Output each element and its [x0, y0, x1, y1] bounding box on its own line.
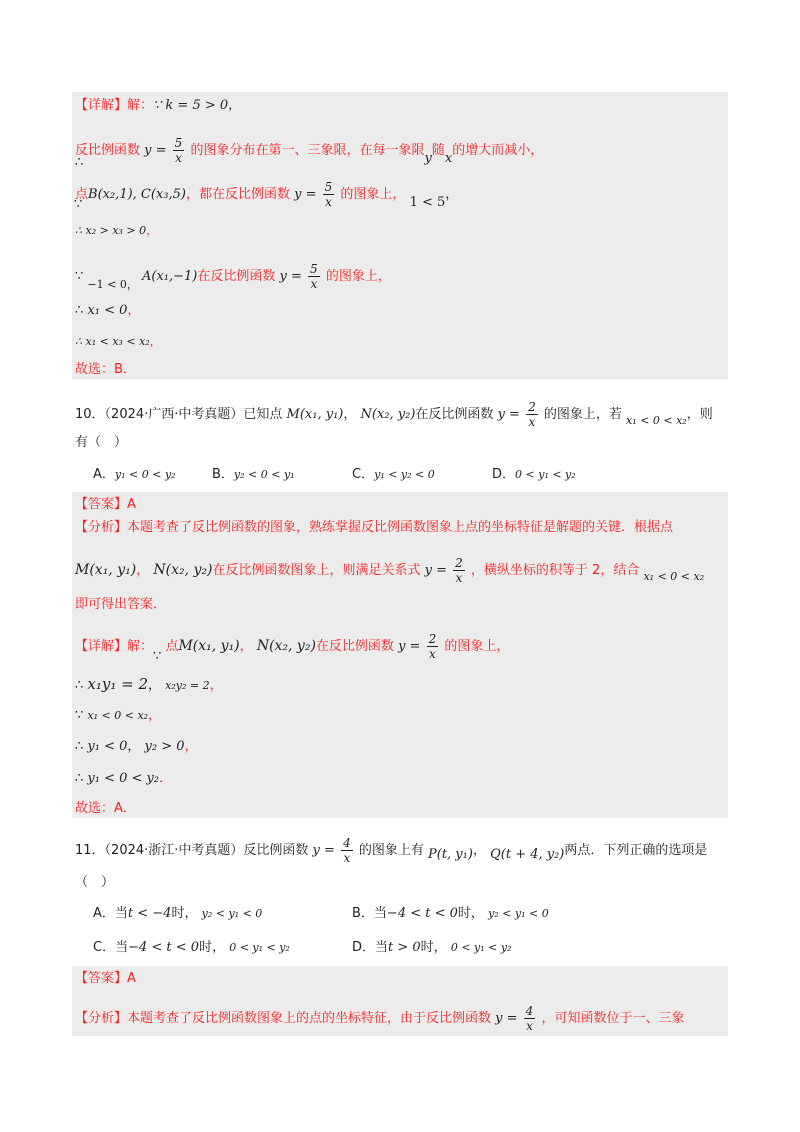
therefore-symbol: ∴ [75, 155, 84, 170]
s1-line-6: ∴ x₁ < 0， [75, 303, 141, 318]
q11-option-a[interactable]: A．当t < −4时， y₂ < y₁ < 0 [93, 906, 263, 921]
q10-detail-line-4: ∴ y₁ < 0， y₂ > 0， [75, 739, 198, 754]
q11-stem-line-1: 11．（2024·浙江·中考真题）反比例函数 y = $\frac{4}{x}$ 的图象上有 P(t, y₁)， Q(t + 4, y₂)两点．下列正确的选项是 [75, 836, 708, 865]
q10-detail-line-2: ∴ x₁y₁ = 2， x₂y₂ = 2， [75, 675, 223, 693]
q11-option-c[interactable]: C．当−4 < t < 0时， 0 < y₁ < y₂ [93, 940, 290, 955]
fraction-4-over-x: $\frac{4}{x}$ [343, 836, 351, 865]
s1-line-1: 【详解】解：∵ k = 5 > 0， [75, 98, 242, 113]
q11-answer: 【答案】A [75, 971, 136, 986]
q11-option-b[interactable]: B．当−4 < t < 0时， y₂ < y₁ < 0 [352, 906, 549, 921]
s1-line-8: 故选：B． [75, 362, 136, 377]
q10-stem-line-2: 有（ ） [75, 435, 128, 450]
fraction-5-over-x: $\frac{5}{x}$ [174, 136, 183, 165]
because-symbol: ∵ [74, 197, 83, 212]
fraction-2-over-x: $\frac{2}{x}$ [528, 400, 536, 429]
fraction-5-over-x: $\frac{5}{x}$ [324, 180, 333, 209]
q10-option-b[interactable]: B．y₂ < 0 < y₁ [212, 467, 295, 482]
q11-option-d[interactable]: D．当t > 0时， 0 < y₁ < y₂ [352, 940, 512, 955]
q10-detail-line-3: ∵ x₁ < 0 < x₂， [75, 708, 162, 723]
s1-line-7: ∴ x₁ < x₃ < x₂， [75, 335, 161, 348]
fraction-4-over-x: $\frac{4}{x}$ [525, 1004, 534, 1033]
q11-stem-line-2: （ ） [75, 875, 115, 890]
q10-option-c[interactable]: C．y₁ < y₂ < 0 [352, 467, 435, 482]
q10-answer: 【答案】A [75, 497, 136, 512]
q11-analysis: 【分析】本题考查了反比例函数图象上的点的坐标特征，由于反比例函数 y = $\frac{4}{x}$ ，可知函数位于一、三象 [75, 1004, 685, 1033]
q10-option-a[interactable]: A．y₁ < 0 < y₂ [93, 467, 176, 482]
fraction-5-over-x: $\frac{5}{x}$ [310, 262, 318, 291]
s1-line-3: 点B(x₂,1), C(x₃,5)，都在反比例函数 y = $\frac{5}{x}$ 的图象上， 1 < 5， [75, 180, 459, 210]
fraction-2-over-x: $\frac{2}{x}$ [428, 632, 437, 661]
q10-detail-line-6: 故选：A． [75, 801, 136, 816]
s1-line-2: 反比例函数 y = $\frac{5}{x}$ 的图象分布在第一、三象限，在每一象限y随x的增大而减小， [75, 136, 544, 166]
s1-line-5: ∵ $_{-1 < 0,}$ A(x₁,−1)在反比例函数 y = $\frac{5}{x}$ 的图象上， [75, 262, 391, 291]
q10-stem-line-1: 10．（2024·广西·中考真题）已知点 M(x₁, y₁)， N(x₂, y₂)在反比例函数 y = $\frac{2}{x}$ 的图象上，若 $_{x_1 < 0 < x_2}$，则 [75, 400, 713, 429]
q10-detail-line-5: ∴ y₁ < 0 < y₂． [75, 771, 173, 786]
s1-line-4: ∴ x₂ > x₃ > 0， [75, 224, 158, 237]
q10-option-d[interactable]: D．0 < y₁ < y₂ [492, 467, 576, 482]
q10-analysis-line-2: M(x₁, y₁)， N(x₂, y₂)在反比例函数图象上，则满足关系式 y = $\frac{2}{x}$ ，横纵坐标的积等于 2，结合 $_{x_1 < 0 < x_2}$ [75, 556, 705, 585]
q10-analysis-line-3: 即可得出答案． [75, 597, 167, 612]
q10-detail-line-1: 【详解】解：∵ 点M(x₁, y₁)， N(x₂, y₂)在反比例函数 y = $\frac{2}{x}$ 的图象上， [75, 632, 510, 664]
q10-analysis-line-1: 【分析】本题考查了反比例函数的图象，熟练掌握反比例函数图象上点的坐标特征是解题的关键．根据点 [75, 520, 674, 535]
fraction-2-over-x: $\frac{2}{x}$ [455, 556, 463, 585]
